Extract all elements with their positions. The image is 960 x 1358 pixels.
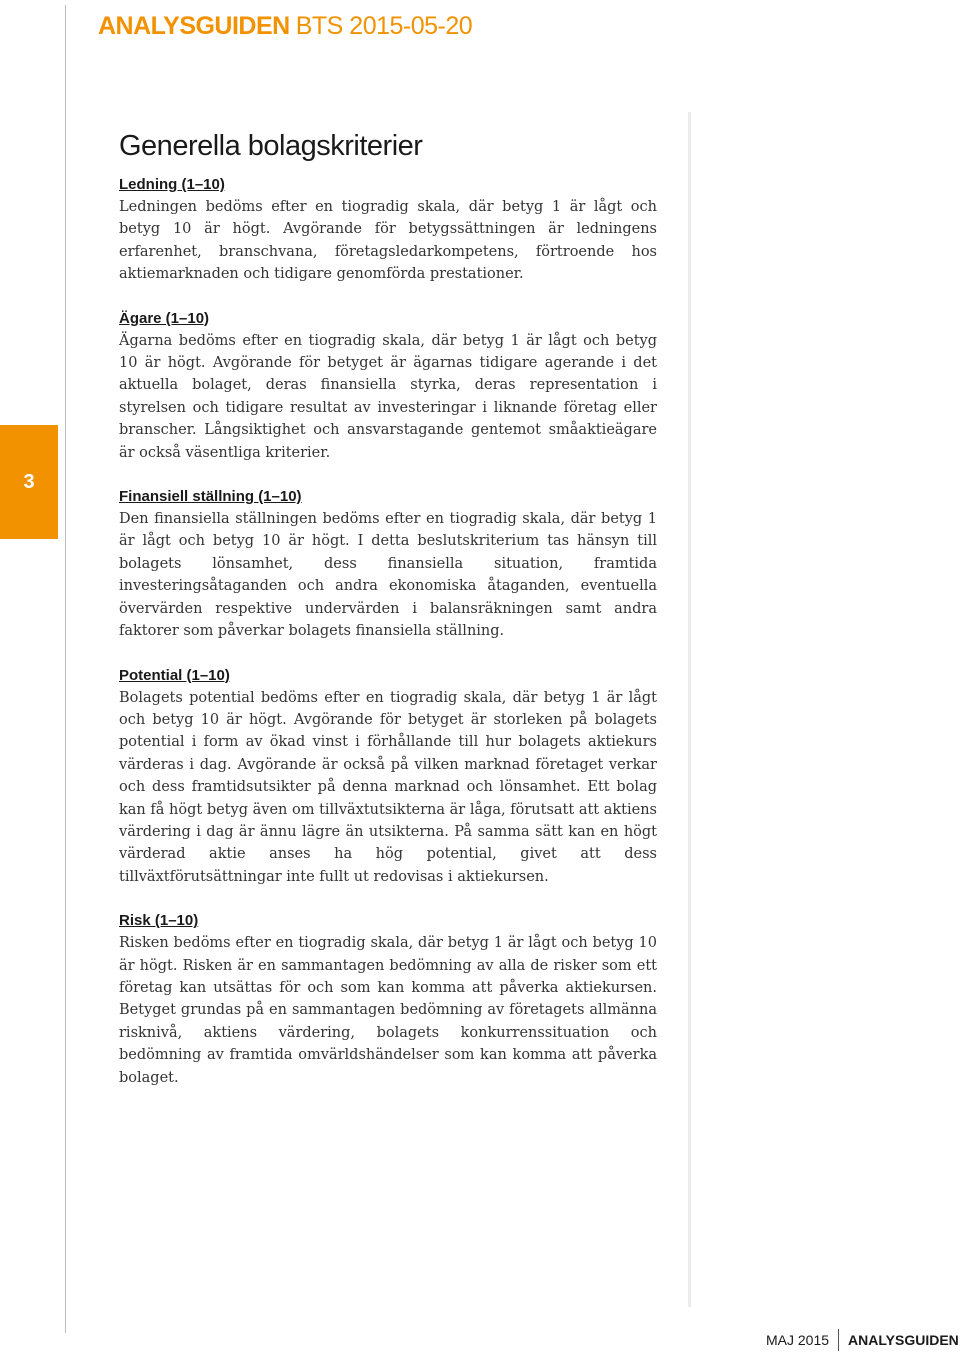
section-body: Ledningen bedöms efter en tiogradig skala, där betyg 1 är lågt och betyg 10 är högt. Avgörande för betygssättningen är ledningens erfarenhet, branschvana, företagsledarkompetens, förtroende hos aktiemarknaden och tidigare genomförda prestationer. xyxy=(119,199,657,283)
section-heading: Ledning (1–10) xyxy=(119,176,225,193)
section-body: Ägarna bedöms efter en tiogradig skala, där betyg 1 är lågt och betyg 10 är högt. Avgörande för betyget är ägarnas tidigare agerande i det aktuella bolaget, deras finansiella styrka, deras representation i styrelsen och tidigare resultat av investeringar i liknande företag eller branscher. Långsiktighet och ansvarstagande gentemot småaktieägare är också väsentliga kriterier. xyxy=(119,332,657,461)
section-heading: Finansiell ställning (1–10) xyxy=(119,488,302,506)
header-brand: ANALYSGUIDEN xyxy=(98,12,290,40)
footer-brand: ANALYSGUIDEN xyxy=(848,1332,959,1348)
chapter-tab xyxy=(0,425,58,539)
section-finansiell-stallning xyxy=(119,486,657,642)
chapter-number: 3 xyxy=(23,470,35,493)
main-content xyxy=(119,128,657,1111)
section-potential xyxy=(119,665,657,889)
section-agare xyxy=(119,308,657,464)
page-header xyxy=(98,12,472,41)
section-heading: Risk (1–10) xyxy=(119,912,199,930)
header-subtitle: BTS 2015-05-20 xyxy=(295,12,473,40)
section-body: Bolagets potential bedöms efter en tiogradig skala, där betyg 1 är lågt och betyg 10 är högt. Avgörande för betyget är storleken på bolagets potential i form av ökad vinst i förhållande till hur bolagets aktiekurs värderas i dag. Avgörande är också på vilken marknad företaget verkar och dess framtidsutsikter på denna marknad och lönsamhet. Ett bolag kan få högt betyg även om tillväxtutsikterna är låga, förutsatt att aktiens värdering i dag är ännu lägre än utsikterna. På samma sätt kan en högt värderad aktie anses ha hög potential, givet att dess tillväxtförutsättningar inte fullt ut redovisas i aktiekursen. xyxy=(119,689,657,885)
section-heading: Ägare (1–10) xyxy=(119,309,210,327)
section-body: Den finansiella ställningen bedöms efter en tiogradig skala, där betyg 1 är lågt och betyg 10 är högt. I detta beslutskriterium tas hänsyn till bolagets lönsamhet, dess finansiella situation, framtida investeringsåtaganden och andra ekonomiska åtaganden, eventuella övervärden respektive undervärden i balansräkningen samt andra faktorer som påverkar bolagets finansiella ställning. xyxy=(119,511,657,640)
left-divider xyxy=(65,5,66,1333)
section-ledning xyxy=(119,174,657,286)
page-title: Generella bolagskriterier xyxy=(119,130,423,162)
section-heading: Potential (1–10) xyxy=(119,666,230,684)
footer-divider xyxy=(838,1329,839,1351)
section-body: Risken bedöms efter en tiogradig skala, där betyg 1 är lågt och betyg 10 är högt. Risken är en sammantagen bedömning av alla de risker som ett företag kan utsättas för och som kan komma att påverka aktiekursen. Betyget grundas på en sammantagen bedömning av företagets allmänna risknivå, aktiens värdering, bolagets konkurrenssituation och bedömning av framtida omvärldshändelser som kan komma att påverka bolaget. xyxy=(119,935,657,1086)
footer-date: MAJ 2015 xyxy=(766,1332,830,1348)
section-risk xyxy=(119,910,657,1089)
right-divider xyxy=(688,112,691,1307)
page-footer xyxy=(766,1329,959,1351)
